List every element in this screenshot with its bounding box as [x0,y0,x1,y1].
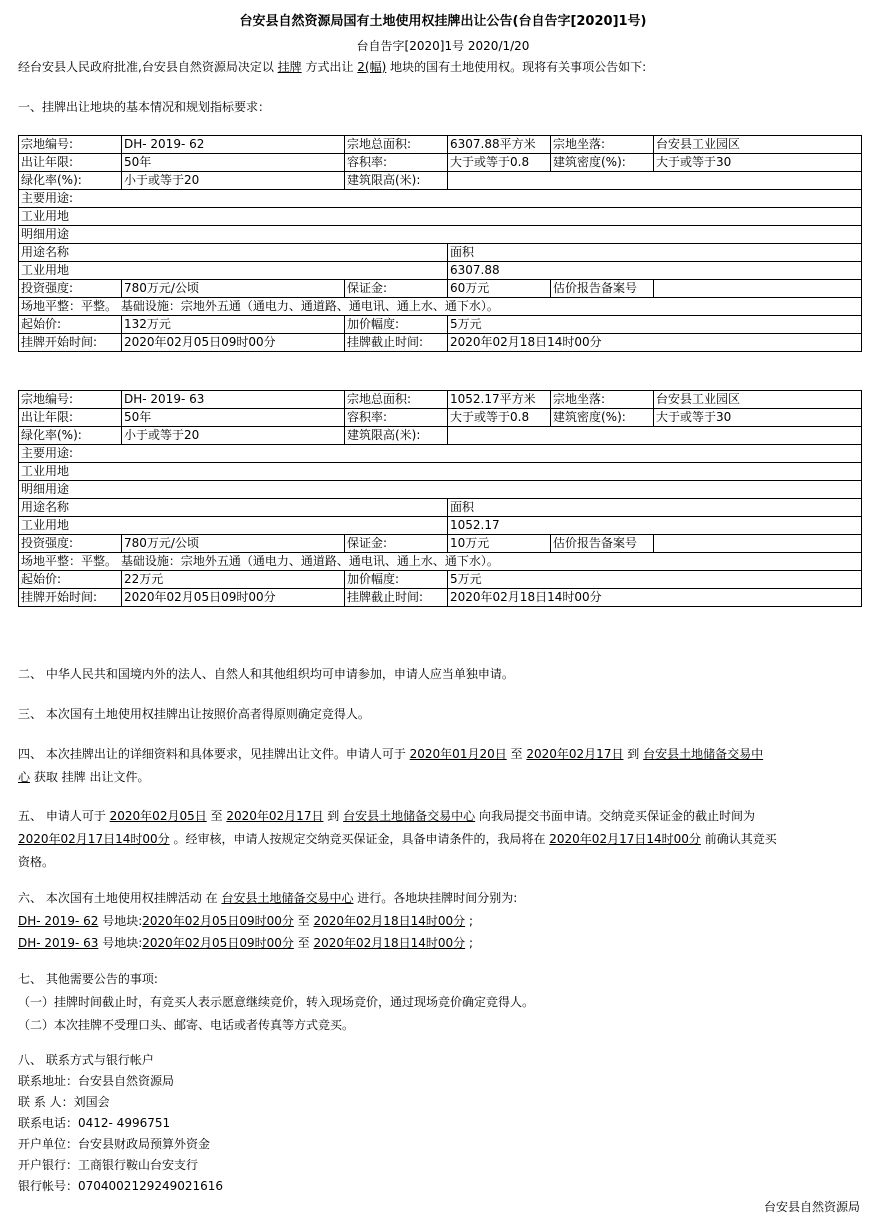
table-row [19,409,862,427]
table-cell: 宗地编号: [19,391,122,409]
text-segment: 2020年02月18日14时00分 [313,936,466,950]
text-segment: 联系地址：台安县自然资源局 [18,1074,175,1088]
table-cell: 主要用途: [19,190,862,208]
table-cell: 50年 [122,154,345,172]
table-cell: 挂牌开始时间: [19,589,122,607]
text-segment: 进行。各地块挂牌时间分别为: [353,891,518,905]
table-row [19,535,862,553]
table-cell: 50年 [122,409,345,427]
table-cell: 主要用途: [19,445,862,463]
table-row [19,136,862,154]
text-segment: 方式出让 [301,60,358,74]
text-segment: 号地块: [98,914,143,928]
table-cell: 起始价: [19,571,122,589]
table-cell: 场地平整：平整。 基础设施：宗地外五通（通电力、通道路、通电讯、通上水、通下水）。 [19,553,862,571]
table-cell: 1052.17平方米 [448,391,551,409]
text-segment: 开户单位：台安县财政局预算外资金 [18,1137,211,1151]
table-cell: 面积 [448,244,862,262]
table-cell: 保证金: [345,535,448,553]
table-cell: 绿化率(%): [19,427,122,445]
text-segment: 2020年02月05日09时00分 [142,914,294,928]
table-cell: DH- 2019- 63 [122,391,345,409]
text-segment: 经台安县人民政府批准,台安县自然资源局决定以 [18,60,278,74]
text-segment: 号地块: [98,936,143,950]
table-row [19,445,862,463]
table-cell [654,280,862,298]
table-row [19,334,862,352]
text-segment: 2020年02月17日 [226,809,324,823]
table-cell: 22万元 [122,571,345,589]
issuer-signature: 台安县自然资源局 [763,1200,860,1214]
table-cell: 工业用地 [19,262,448,280]
table-cell: 2020年02月05日09时00分 [122,589,345,607]
section-8 [18,1050,868,1197]
text-segment: 七、 其他需要公告的事项: [18,972,158,986]
table-cell: 加价幅度: [345,571,448,589]
text-segment: DH- 2019- 62 [18,914,99,928]
text-segment: （一）挂牌时间截止时，有竞买人表示愿意继续竞价，转入现场竞价，通过现场竞价确定竞得人。 [18,995,535,1009]
text-segment: 2020年01月20日 [409,747,507,761]
table-cell: 宗地坐落: [551,136,654,154]
table-cell: 小于或等于20 [122,172,345,190]
table-cell: 1052.17 [448,517,862,535]
text-segment: 四、 本次挂牌出让的详细资料和具体要求，见挂牌出让文件。申请人可于 [18,747,410,761]
table-cell: 起始价: [19,316,122,334]
table-cell: 台安县工业园区 [654,391,862,409]
text-segment: （二）本次挂牌不受理口头、邮寄、电话或者传真等方式竞买。 [18,1018,355,1032]
table-cell: 估价报告备案号 [551,535,654,553]
table-row [19,190,862,208]
table-row [19,208,862,226]
plot-table-1 [18,135,862,352]
table-cell [448,427,862,445]
table-row [19,517,862,535]
intro-paragraph [18,58,878,75]
table-cell: 工业用地 [19,463,862,481]
table-cell: 用途名称 [19,499,448,517]
text-segment: 地块的国有土地使用权。现将有关事项公告如下: [386,60,647,74]
plot-table-2 [18,390,862,607]
text-segment: DH- 2019- 63 [18,936,99,950]
table-cell: 小于或等于20 [122,427,345,445]
text-segment: 银行帐号：0704002129249021616 [18,1179,224,1193]
text-segment: 到 [323,809,344,823]
place-link[interactable]: 台安县土地储备交易中心 [343,809,476,823]
document-number: 台自告字[2020]1号 2020/1/20 [356,39,530,53]
table-row [19,298,862,316]
table-cell: 估价报告备案号 [551,280,654,298]
table-cell: 5万元 [448,571,862,589]
section-5 [18,805,868,874]
count-link[interactable]: 2(幅) [357,60,387,74]
text-segment: 2020年02月18日14时00分 [313,914,466,928]
table-cell: 工业用地 [19,208,862,226]
table-row [19,172,862,190]
table-cell: 场地平整：平整。 基础设施：宗地外五通（通电力、通道路、通电讯、通上水、通下水）。 [19,298,862,316]
table-cell: 2020年02月05日09时00分 [122,334,345,352]
table-row [19,553,862,571]
table-cell: 绿化率(%): [19,172,122,190]
table-cell: 投资强度: [19,280,122,298]
table-cell: 明细用途 [19,226,862,244]
text-segment: 八、 联系方式与银行帐户 [18,1053,154,1067]
table-cell: 宗地编号: [19,136,122,154]
table-cell: 宗地坐落: [551,391,654,409]
table-row [19,499,862,517]
table-cell: 大于或等于30 [654,409,862,427]
section-2: 二、 中华人民共和国境内外的法人、自然人和其他组织均可申请参加，申请人应当单独申请。 [18,667,514,681]
table-row [19,463,862,481]
table-cell: 10万元 [448,535,551,553]
table-cell: 780万元/公顷 [122,535,345,553]
method-link[interactable]: 挂牌 [277,60,302,74]
table-cell: 建筑密度(%): [551,409,654,427]
table-row [19,427,862,445]
section-7 [18,968,868,1037]
table-cell: 出让年限: [19,409,122,427]
table-cell: 大于或等于0.8 [448,409,551,427]
table-cell: 6307.88 [448,262,862,280]
table-cell: 容积率: [345,409,448,427]
table-cell: 132万元 [122,316,345,334]
text-segment: ; [465,936,473,950]
text-segment: 2020年02月17日14时00分 [549,832,701,846]
table-cell: 大于或等于30 [654,154,862,172]
text-segment: 资格。 [18,855,55,869]
table-cell: 建筑密度(%): [551,154,654,172]
text-segment: 前确认其竞买 [700,832,777,846]
page-title: 台安县自然资源局国有土地使用权挂牌出让公告(台自告字[2020]1号) [239,14,647,29]
table-cell: 用途名称 [19,244,448,262]
table-cell [448,172,862,190]
text-segment: 六、 本次国有土地使用权挂牌活动 在 [18,891,222,905]
text-segment: 获取 挂牌 出让文件。 [30,770,150,784]
text-segment: 至 [506,747,527,761]
text-segment: 联系电话：0412- 4996751 [18,1116,171,1130]
table-row [19,391,862,409]
table-cell: 容积率: [345,154,448,172]
text-segment: 开户银行：工商银行鞍山台安支行 [18,1158,199,1172]
table-cell: 挂牌截止时间: [345,589,448,607]
table-cell: 台安县工业园区 [654,136,862,154]
table-row [19,481,862,499]
table-cell: 2020年02月18日14时00分 [448,589,862,607]
table-cell: 面积 [448,499,862,517]
table-cell: 明细用途 [19,481,862,499]
section-6 [18,887,868,954]
table-cell: 780万元/公顷 [122,280,345,298]
place-link[interactable]: 台安县土地储备交易中心 [221,891,354,905]
table-cell: 挂牌截止时间: [345,334,448,352]
table-row [19,154,862,172]
table-row [19,571,862,589]
text-segment: 至 [206,809,227,823]
text-segment: 心 [18,770,31,784]
table-cell: 建筑限高(米): [345,172,448,190]
text-segment: 至 [293,936,314,950]
section-3: 三、 本次国有土地使用权挂牌出让按照价高者得原则确定竞得人。 [18,707,370,721]
text-segment: 到 [623,747,644,761]
text-segment: 至 [293,914,314,928]
table-row [19,280,862,298]
text-segment: 2020年02月17日14时00分 [18,832,170,846]
table-cell: 5万元 [448,316,862,334]
table-row [19,316,862,334]
text-segment: 2020年02月05日 [109,809,207,823]
table-cell [654,535,862,553]
table-cell: 宗地总面积: [345,391,448,409]
section-1-title: 一、挂牌出让地块的基本情况和规划指标要求： [18,100,271,114]
table-cell: 宗地总面积: [345,136,448,154]
table-cell: 2020年02月18日14时00分 [448,334,862,352]
table-row [19,262,862,280]
table-cell: 大于或等于0.8 [448,154,551,172]
table-row [19,226,862,244]
text-segment: 。经审核，申请人按规定交纳竞买保证金，具备申请条件的，我局将在 [169,832,550,846]
table-cell: 建筑限高(米): [345,427,448,445]
text-segment: 向我局提交书面申请。交纳竞买保证金的截止时间为 [475,809,755,823]
place-link[interactable]: 台安县土地储备交易中 [643,747,764,761]
table-cell: 加价幅度: [345,316,448,334]
table-cell: 60万元 [448,280,551,298]
text-segment: ; [465,914,473,928]
table-row [19,244,862,262]
table-cell: 投资强度: [19,535,122,553]
table-row [19,589,862,607]
section-4 [18,743,868,789]
table-cell: 保证金: [345,280,448,298]
table-cell: 挂牌开始时间: [19,334,122,352]
table-cell: 6307.88平方米 [448,136,551,154]
table-cell: 出让年限: [19,154,122,172]
text-segment: 五、 申请人可于 [18,809,110,823]
table-cell: 工业用地 [19,517,448,535]
text-segment: 2020年02月05日09时00分 [142,936,294,950]
text-segment: 2020年02月17日 [526,747,624,761]
text-segment: 联 系 人：刘国会 [18,1095,110,1109]
table-cell: DH- 2019- 62 [122,136,345,154]
